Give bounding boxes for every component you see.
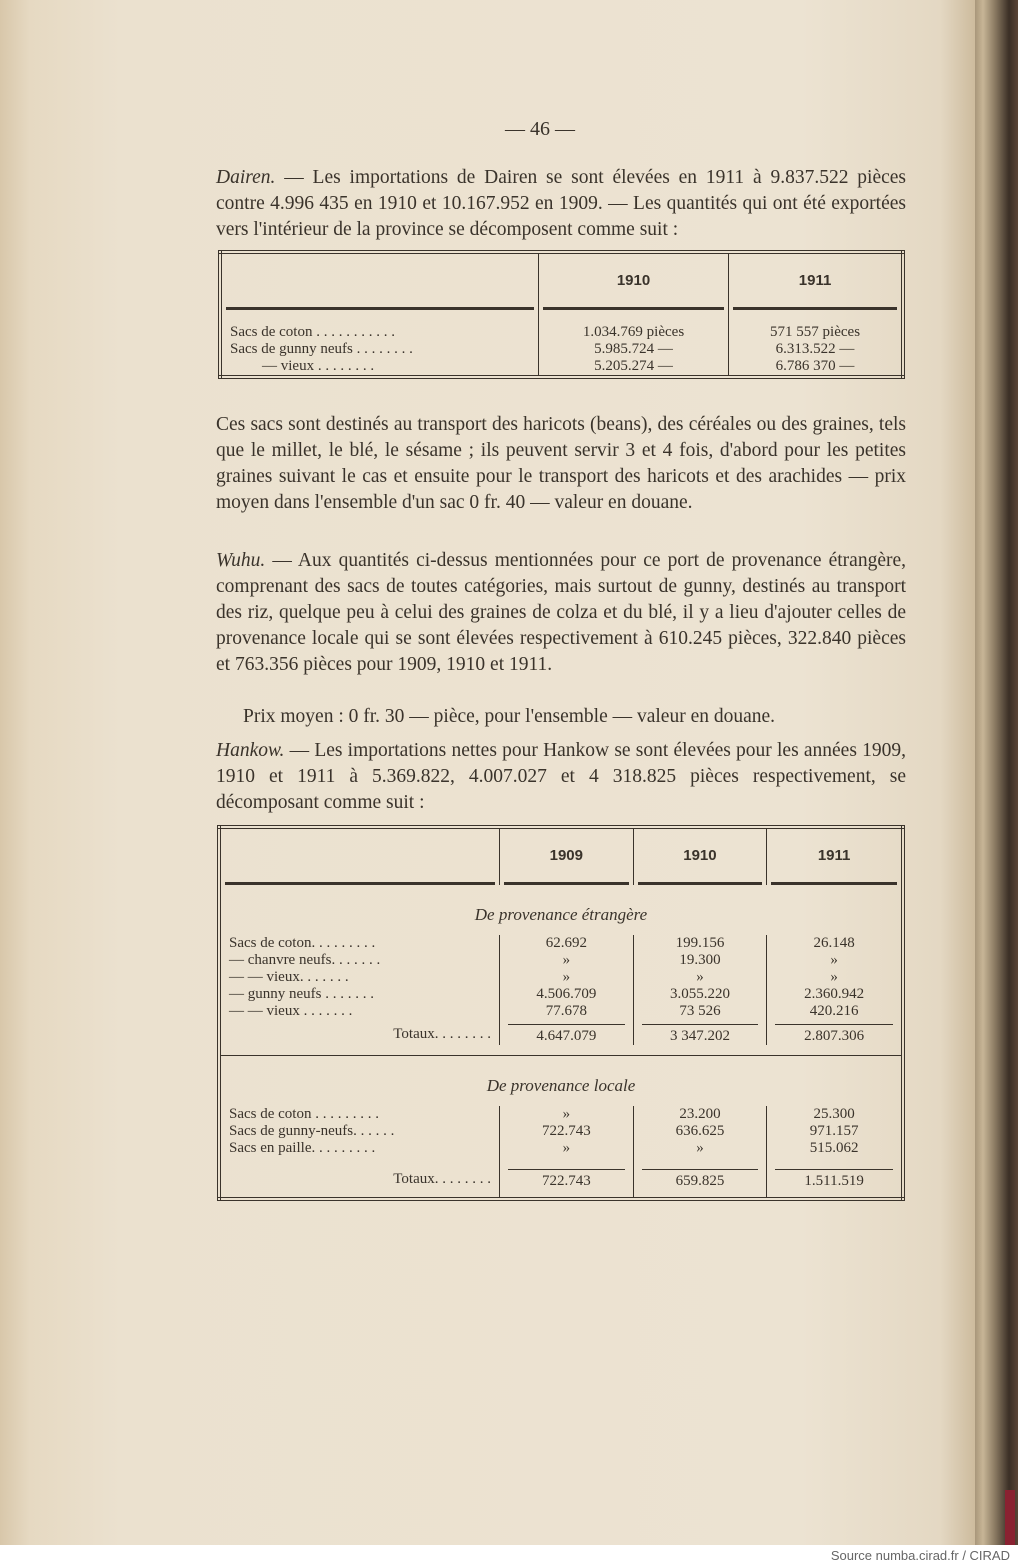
cell-1911: 2.360.942: [767, 986, 903, 1003]
total-1910: 3 347.202: [642, 1024, 759, 1045]
paragraph-prix: [216, 704, 906, 730]
table-header-1911: 1911: [767, 827, 903, 881]
table-row: [219, 952, 903, 969]
row-label: Sacs de gunny neufs . . . . . . . .: [230, 341, 413, 357]
source-credit: Source numba.cirad.fr / CIRAD: [830, 1548, 1010, 1563]
total-1911: 2.807.306: [775, 1024, 893, 1045]
cell-1909: 77.678: [500, 1003, 634, 1020]
cell-1911: »: [767, 952, 903, 969]
total-1909: 4.647.079: [508, 1024, 625, 1045]
cell-1910: 5.205.274 —: [539, 358, 729, 377]
total-1911: 1.511.519: [775, 1169, 893, 1190]
cell-1910: 1.034.769 pièces: [539, 324, 729, 341]
paragraph-text: Prix moyen : 0 fr. 30 — pièce, pour l'ensemble — valeur en douane.: [243, 706, 776, 727]
cell-1909: 722.743: [500, 1123, 634, 1140]
cell-1911: »: [767, 969, 903, 986]
table-hankow: [217, 825, 905, 1201]
table-dairen: [218, 250, 905, 379]
table-header-1910: 1910: [633, 827, 767, 881]
total-1910: 659.825: [642, 1169, 759, 1190]
table-row: [220, 358, 903, 377]
cell-1911: 971.157: [767, 1123, 903, 1140]
table-row: [219, 969, 903, 986]
bookmark-ribbon: [1005, 1490, 1015, 1545]
table-row: [219, 935, 903, 952]
paragraph-sacs: [216, 412, 906, 516]
totals-row: [219, 1157, 903, 1199]
cell-1910: 636.625: [633, 1123, 767, 1140]
row-label: — gunny neufs . . . . . . .: [229, 986, 374, 1002]
row-label: Sacs de coton . . . . . . . . . . .: [230, 324, 395, 340]
cell-1911: 26.148: [767, 935, 903, 952]
book-edge: [975, 0, 1018, 1545]
cell-1909: 62.692: [500, 935, 634, 952]
cell-1911: 6.313.522 —: [729, 341, 903, 358]
total-1909: 722.743: [508, 1169, 625, 1190]
paragraph-wuhu: [216, 548, 906, 678]
cell-1910: 73 526: [633, 1003, 767, 1020]
table-header-1911: 1911: [729, 252, 903, 306]
totals-label: Totaux. . . . . . . .: [393, 1170, 491, 1187]
row-label: Sacs de coton . . . . . . . . .: [229, 1106, 379, 1122]
paragraph-text: Ces sacs sont destinés au transport des haricots (beans), des céréales ou des graines, tels que le millet, le blé, le sésame ; ils peuvent servir 3 et 4 fois, d'abord pour les petites graines suivant le cas et ensuite pour le transport des haricots et des arachides — prix moyen dans l'ensemble d'un sac 0 fr. 40 — valeur en douane.: [216, 414, 906, 513]
table-row: [219, 1106, 903, 1123]
table-header-1910: 1910: [539, 252, 729, 306]
cell-1910: »: [633, 969, 767, 986]
cell-1911: 420.216: [767, 1003, 903, 1020]
cell-1911: 515.062: [767, 1140, 903, 1157]
paragraph-text: — Les importations nettes pour Hankow se sont élevées pour les années 1909, 1910 et 1911 à 5.369.822, 4.007.027 et 4 318.825 pièces respectivement, se décomposant comme suit :: [216, 740, 906, 813]
cell-1911: 571 557 pièces: [729, 324, 903, 341]
paragraph-text: — Aux quantités ci-dessus mentionnées pour ce port de provenance étrangère, comprenant des sacs de toutes catégories, mais surtout de gunny, destinés au transport des riz, quelque peu à celui des graines de colza et du blé, il y a lieu d'ajouter celles de provenance locale qui se sont élevées respectivement à 610.245 pièces, 322.840 pièces et 763.356 pièces pour 1909, 1910 et 1911.: [216, 550, 906, 675]
totals-row: [219, 1020, 903, 1045]
section-foreign: De provenance étrangère: [474, 905, 648, 924]
cell-1910: 3.055.220: [633, 986, 767, 1003]
row-label: — — vieux. . . . . . .: [229, 969, 349, 985]
cell-1910: 5.985.724 —: [539, 341, 729, 358]
table-row: [219, 1140, 903, 1157]
cell-1909: »: [500, 952, 634, 969]
cell-1911: 25.300: [767, 1106, 903, 1123]
section-local: De provenance locale: [486, 1076, 636, 1095]
cell-1909: »: [500, 1140, 634, 1157]
paragraph-text: — Les importations de Dairen se sont élevées en 1911 à 9.837.522 pièces contre 4.996 435 en 1910 et 10.167.952 en 1909. — Les quantités qui ont été exportées vers l'intérieur de la province se décomposent comme suit :: [216, 167, 906, 240]
paragraph-hankow: [216, 738, 906, 816]
cell-1910: 199.156: [633, 935, 767, 952]
row-label: Sacs en paille. . . . . . . . .: [229, 1140, 376, 1156]
table-row: [219, 1003, 903, 1020]
cell-1910: 19.300: [633, 952, 767, 969]
paragraph-lead: Wuhu.: [216, 550, 266, 571]
table-header-blank: [220, 252, 539, 306]
paragraph-dairen: [216, 165, 906, 243]
cell-1909: 4.506.709: [500, 986, 634, 1003]
table-row: [219, 1123, 903, 1140]
row-label: Sacs de gunny-neufs. . . . . .: [229, 1123, 395, 1139]
table-row: [220, 341, 903, 358]
paragraph-lead: Hankow.: [216, 740, 285, 761]
table-header-1909: 1909: [500, 827, 634, 881]
totals-label: Totaux. . . . . . . .: [393, 1026, 491, 1042]
table-row: [220, 324, 903, 341]
cell-1909: »: [500, 1106, 634, 1123]
cell-1909: »: [500, 969, 634, 986]
cell-1911: 6.786 370 —: [729, 358, 903, 377]
cell-1910: »: [633, 1140, 767, 1157]
cell-1910: 23.200: [633, 1106, 767, 1123]
row-label: Sacs de coton. . . . . . . . .: [229, 935, 376, 951]
row-label: — chanvre neufs. . . . . . .: [229, 952, 381, 968]
row-label: — — vieux . . . . . . .: [229, 1003, 353, 1019]
table-header-blank: [219, 827, 500, 881]
row-label: — vieux . . . . . . . .: [262, 358, 375, 374]
page-number: — 46 —: [505, 118, 575, 140]
paragraph-lead: Dairen.: [216, 167, 276, 188]
table-row: [219, 986, 903, 1003]
